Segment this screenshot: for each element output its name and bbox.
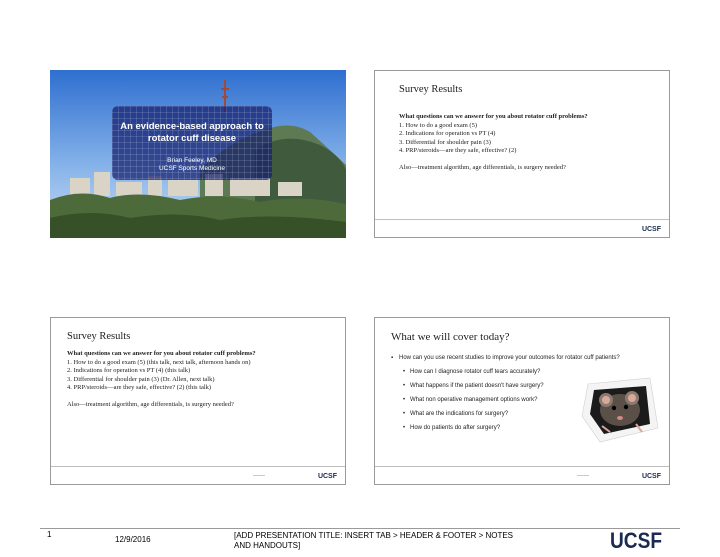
list-item: 4. PRP/steroids—are they safe, effective? (2) (this talk) (67, 384, 212, 391)
ucsf-footer-logo-text: UCSF (610, 528, 662, 553)
list-item: 4. PRP/steroids—are they safe, effective? (2) (399, 147, 517, 154)
question-heading: What questions can we answer for you about rotator cuff problems? (67, 350, 256, 357)
ucsf-footer-logo (610, 529, 662, 551)
list-item: 1. How to do a good exam (5) (399, 121, 477, 129)
also-note: Also—treatment algorithm, age differentials, is surgery needed? (399, 163, 566, 171)
main-bullet: ▪ How can you use recent studies to improve your outcomes for rotator cuff patients? (391, 354, 643, 362)
list-item: 3. Differential for shoulder pain (3) (399, 138, 491, 146)
footer-mark (253, 475, 265, 476)
footer-rule (375, 466, 669, 467)
author-affiliation: UCSF Sports Medicine (158, 165, 226, 172)
footer-note: [ADD PRESENTATION TITLE: INSERT TAB > HEADER & FOOTER > NOTES AND HANDOUTS] (234, 531, 514, 550)
list-item: 1. How to do a good exam (5) (this talk, next talk, afternoon hands on) (67, 358, 251, 366)
slide-title: Survey Results (399, 84, 463, 95)
slide-2-thumbnail[interactable] (374, 70, 670, 238)
page-footer-rule (40, 528, 680, 529)
sub-bullet: • What are the indications for surgery? (391, 410, 651, 418)
footer-date: 12/9/2016 (115, 535, 151, 544)
slide-4-thumbnail[interactable] (374, 317, 670, 485)
slide-body (67, 350, 256, 409)
slide-title: Survey Results (67, 331, 131, 342)
list-item: 3. Differential for shoulder pain (3) (Dr. Allen, next talk) (67, 375, 215, 383)
ucsf-logo: UCSF (641, 473, 661, 480)
sub-bullet: • What happens if the patient doesn't have surgery? (391, 382, 651, 390)
title-box (112, 106, 272, 180)
footer-rule (375, 219, 669, 220)
presentation-title: An evidence-based approach to rotator cuff disease (120, 121, 264, 144)
sub-bullet: • How do patients do after surgery? (391, 424, 651, 432)
sub-bullet: • How can I diagnose rotator cuff tears accurately? (391, 368, 651, 376)
footer-mark (577, 475, 589, 476)
ucsf-logo: UCSF (317, 473, 337, 480)
rat-illustration (580, 376, 660, 446)
slide-3-thumbnail[interactable] (50, 317, 346, 485)
list-item: 2. Indications for operation vs PT (4) (399, 130, 496, 137)
slide-1-thumbnail[interactable] (50, 70, 346, 238)
slide-title: What we will cover today? (391, 331, 510, 343)
also-note: Also—treatment algorithm, age differentials, is surgery needed? (67, 400, 234, 408)
list-item: 2. Indications for operation vs PT (4) (this talk) (67, 367, 191, 374)
footer-rule (51, 466, 345, 467)
slide-body (399, 113, 588, 172)
sub-bullet: • What non operative management options work? (391, 396, 651, 404)
author-name: Brian Feeley, MD (167, 157, 217, 164)
question-heading: What questions can we answer for you about rotator cuff problems? (399, 113, 588, 120)
page-number: 1 (47, 530, 52, 539)
ucsf-logo: UCSF (641, 226, 661, 233)
